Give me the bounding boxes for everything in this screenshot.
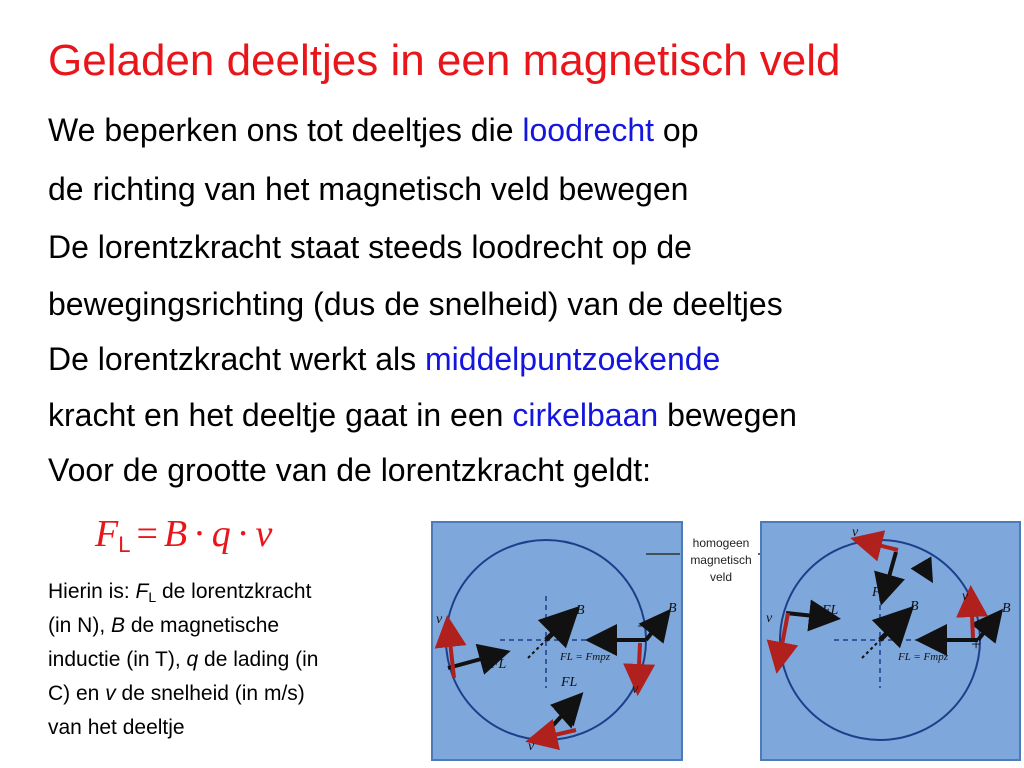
label-force-equality: FL = Fmpz [560,651,611,663]
note-symbol-v: v [105,682,116,705]
formula-dot: · [236,513,250,555]
label-lorentz-force: FL [561,675,578,690]
label-velocity: v [766,611,773,626]
velocity-arrow [638,643,640,688]
note-text: de lading (in [198,648,319,671]
charge-sign: − [637,616,648,636]
magnetic-field-figure [428,518,1024,768]
label-lorentz-force: FL [872,585,889,600]
text-segment: kracht en het deeltje gaat in een [48,397,513,433]
text-line-5 [48,341,720,378]
formula-v: v [255,513,273,555]
note-text: (in N), [48,614,111,637]
formula-B: B [163,513,188,555]
formula-equals: = [136,513,158,555]
lorentz-formula [95,512,272,556]
label-velocity: v [528,739,535,754]
text-line-4: bewegingsrichting (dus de snelheid) van de deeltjes [48,286,783,322]
note-text: de snelheid (in m/s) [115,682,305,705]
label-b-field: B [668,601,677,616]
formula-dot: · [193,513,206,555]
text-segment: We beperken ons tot deeltjes die [48,112,523,148]
note-text: Hierin is: [48,580,136,603]
formula-sub-L: L [118,532,131,557]
highlight-cirkelbaan: cirkelbaan [512,397,659,433]
note-line-4 [48,682,305,706]
note-text: C) en [48,682,106,705]
right-panel [761,522,1020,760]
formula-F: F [95,513,119,555]
text-line-6 [48,397,797,434]
note-text: de lorentzkracht [156,580,312,603]
note-symbol-F: F [135,580,149,603]
label-lorentz-force: FL [490,657,507,672]
label-force-equality: FL = Fmpz [898,651,949,663]
label-b-field: B [576,603,585,618]
text-line-3: De lorentzkracht staat steeds loodrecht op de [48,229,692,265]
note-sub-L: L [148,589,157,605]
note-text: de magnetische [125,614,280,637]
note-text: inductie (in T), [48,648,187,671]
label-lorentz-force: FL [822,603,839,618]
note-symbol-q: q [186,648,199,671]
highlight-loodrecht: loodrecht [522,112,655,148]
note-line-5: van het deeltje [48,716,185,739]
formula-q: q [211,513,231,555]
legend-text: homogeen [692,536,750,550]
label-velocity: v [962,589,969,604]
left-panel [432,522,682,760]
label-velocity: v [436,612,443,627]
velocity-arrow [971,593,973,638]
text-segment: bewegen [658,397,797,433]
slide-title: Geladen deeltjes in een magnetisch veld [48,36,841,85]
legend-text: magnetisch [690,553,752,567]
label-velocity: v [852,525,859,540]
note-symbol-B: B [111,614,126,637]
note-line-2 [48,614,279,638]
label-b-field: B [910,599,919,614]
highlight-middelpuntzoekende: middelpuntzoekende [425,341,721,377]
legend-text: veld [709,570,733,584]
text-line-7: Voor de grootte van de lorentzkracht geldt: [48,452,652,488]
note-line-3 [48,648,318,672]
text-segment: De lorentzkracht werkt als [48,341,426,377]
charge-sign: + [971,634,982,654]
label-velocity: v [632,682,639,697]
note-line-1 [48,580,311,604]
text-line-1 [48,112,699,149]
label-b-field: B [1002,601,1011,616]
text-line-2: de richting van het magnetisch veld bewegen [48,171,689,207]
text-segment: op [654,112,699,148]
